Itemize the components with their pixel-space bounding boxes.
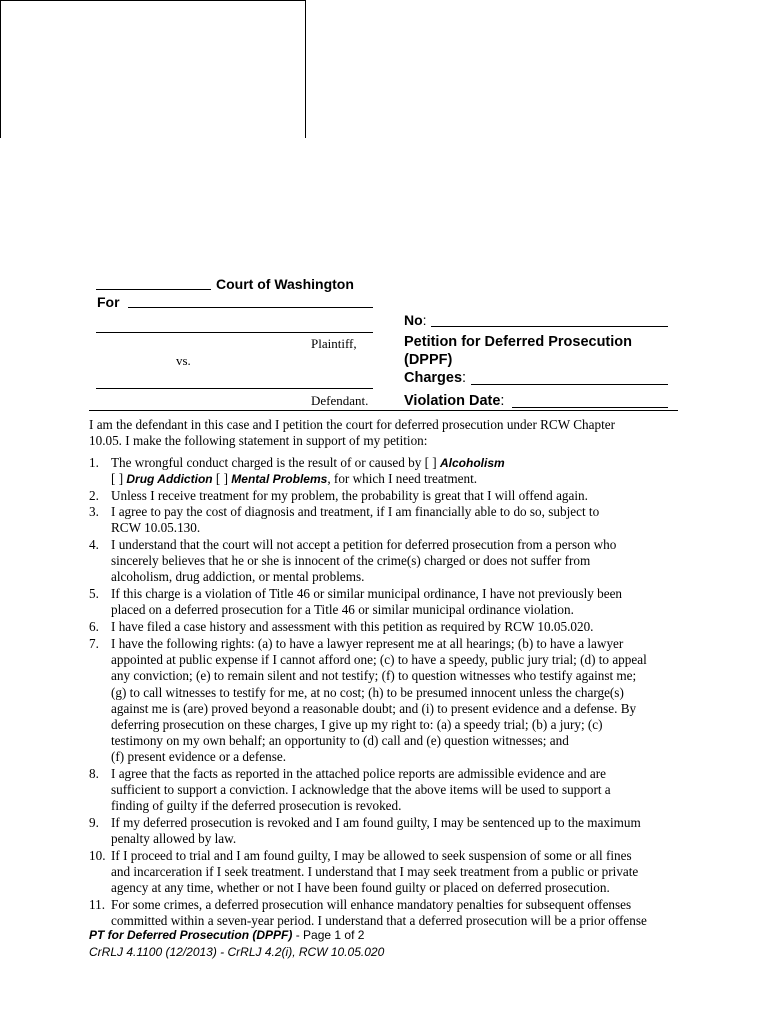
defendant-name-blank[interactable] [96,388,373,389]
item-1-text-a: The wrongful conduct charged is the result of or caused by [ ] [111,455,440,470]
item-number: 6. [89,619,99,634]
item-11-line-2: committed within a seven-year period. I understand that a deferred prosecution will be a prior offense [111,913,647,929]
item-5-line-1: If this charge is a violation of Title 46 or similar municipal ordinance, I have not previously been [111,586,623,601]
item-3-line-2: RCW 10.05.130. [111,520,201,536]
item-7-line-3: any conviction; (e) to remain silent and not testify; (f) to question witnesses who testify against me; [111,668,637,684]
drug-addiction-option[interactable]: Drug Addiction [126,472,213,487]
item-text [111,636,691,766]
alcoholism-option[interactable]: Alcoholism [439,456,505,470]
court-label: Court of Washington [216,276,354,292]
item-7-line-6: deferring prosecution on these charges, I give up my right to: (a) a speedy trial; (b) a jury; (c) [111,717,603,733]
case-number-blank[interactable] [431,326,668,327]
document-title-line2: (DPPF) [404,352,453,368]
for-label: For [97,294,120,310]
item-5-line-2: placed on a deferred prosecution for a Title 46 or similar municipal ordinance violation. [111,602,574,618]
item-2-line-1: Unless I receive treatment for my problem, the probability is great that I will offend again. [111,488,588,503]
caption-bottom-rule [89,410,678,411]
item-7-line-7: testimony on my own behalf; an opportunity to (d) call and (e) question witnesses; and [111,733,569,749]
mental-problems-option[interactable]: Mental Problems [231,472,328,487]
item-9-line-1: If my deferred prosecution is revoked and I am found guilty, I may be sentenced up to the maximum [111,815,641,830]
intro-line1: I am the defendant in this case and I petition the court for deferred prosecution under RCW Chapter [89,417,615,432]
item-number: 9. [89,815,99,830]
charges-label-row: Charges: [404,370,467,386]
plaintiff-name-blank[interactable] [96,332,373,333]
for-blank[interactable] [128,307,373,308]
item-number: 8. [89,766,99,781]
charges-label: Charges [404,370,463,386]
item-number: 10. [89,848,106,863]
item-8-line-3: finding of guilty if the deferred prosecution is revoked. [111,798,402,814]
item-text [111,848,691,897]
item-text [111,504,691,536]
item-4-line-2: sincerely believes that he or she is innocent of the crime(s) charged or does not suffer from [111,553,591,569]
item-text [111,488,691,504]
item-10-line-3: agency at any time, whether or not I have been found guilty or placed on deferred prosecution. [111,880,610,896]
document-title-line1: Petition for Deferred Prosecution [404,334,633,350]
item-7-line-5: against me is (are) proved beyond a reasonable doubt; and (i) to present evidence and a defense. By [111,700,637,716]
no-label: No [404,312,423,328]
item-7-line-8: (f) present evidence or a defense. [111,749,287,765]
item-text [111,455,691,487]
item-text [111,619,691,635]
item-7-line-1: I have the following rights: (a) to have a lawyer represent me at all hearings; (b) to have a lawyer [111,636,624,651]
item-text [111,586,691,618]
footer-rule-ref: CrRLJ 4.1100 (12/2013) - CrRLJ 4.2(i), RCW 10.05.020 [89,945,385,959]
footer-form-title: PT for Deferred Prosecution (DPPF) [89,928,293,942]
item-1-text-e: [ ] [212,471,232,487]
item-1-text-c: [ ] [111,471,127,487]
defendant-label: Defendant. [311,393,369,408]
item-8-line-1: I agree that the facts as reported in the attached police reports are admissible evidence and are [111,766,607,781]
item-8-line-2: sufficient to support a conviction. I acknowledge that the above items will be used to support a [111,782,611,798]
item-11-line-1: For some crimes, a deferred prosecution will enhance mandatory penalties for subsequent offenses [111,897,632,912]
item-7-line-2: appointed at public expense if I cannot afford one; (c) to have a speedy, public jury trial; (d) to appeal [111,652,647,668]
item-4-line-3: alcoholism, drug addiction, or mental problems. [111,569,365,585]
item-number: 4. [89,537,99,552]
item-number: 5. [89,586,99,601]
item-10-line-2: and incarceration if I seek treatment. I understand that I may seek treatment from a public or private [111,864,639,880]
plaintiff-label: Plaintiff, [311,336,357,351]
violation-date-label: Violation Date [404,393,501,409]
item-number: 3. [89,504,99,519]
case-number-label: No: [404,312,427,328]
item-text [111,897,691,929]
charges-blank[interactable] [471,384,668,385]
intro-line2: 10.05. I make the following statement in support of my petition: [89,433,428,449]
caption-box [0,0,306,138]
item-3-line-1: I agree to pay the cost of diagnosis and treatment, if I am financially able to do so, subject to [111,504,600,519]
violation-date-row: Violation Date: [404,393,505,409]
footer-page-info: - Page 1 of 2 [292,928,365,942]
item-text [111,537,691,586]
court-name-blank[interactable] [96,289,211,290]
item-1-text-g: , for which I need treatment. [327,471,478,487]
vs-label: vs. [176,353,191,368]
item-7-line-4: (g) to call witnesses to testify for me, at no cost; (h) to be presumed innocent unless the charge(s) [111,684,624,700]
footer-form-title-row [89,928,364,942]
item-number: 7. [89,636,99,651]
item-number: 1. [89,455,99,470]
item-number: 2. [89,488,99,503]
intro-paragraph [89,417,689,449]
violation-date-blank[interactable] [512,407,668,408]
numbered-list [89,455,689,935]
item-text [111,766,691,815]
item-10-line-1: If I proceed to trial and I am found guilty, I may be allowed to seek suspension of some or all fines [111,848,632,863]
item-9-line-2: penalty allowed by law. [111,831,237,847]
item-text [111,815,691,847]
item-4-line-1: I understand that the court will not accept a petition for deferred prosecution from a person who [111,537,617,552]
item-number: 11. [89,897,105,912]
item-6-line-1: I have filed a case history and assessment with this petition as required by RCW 10.05.020. [111,619,594,634]
